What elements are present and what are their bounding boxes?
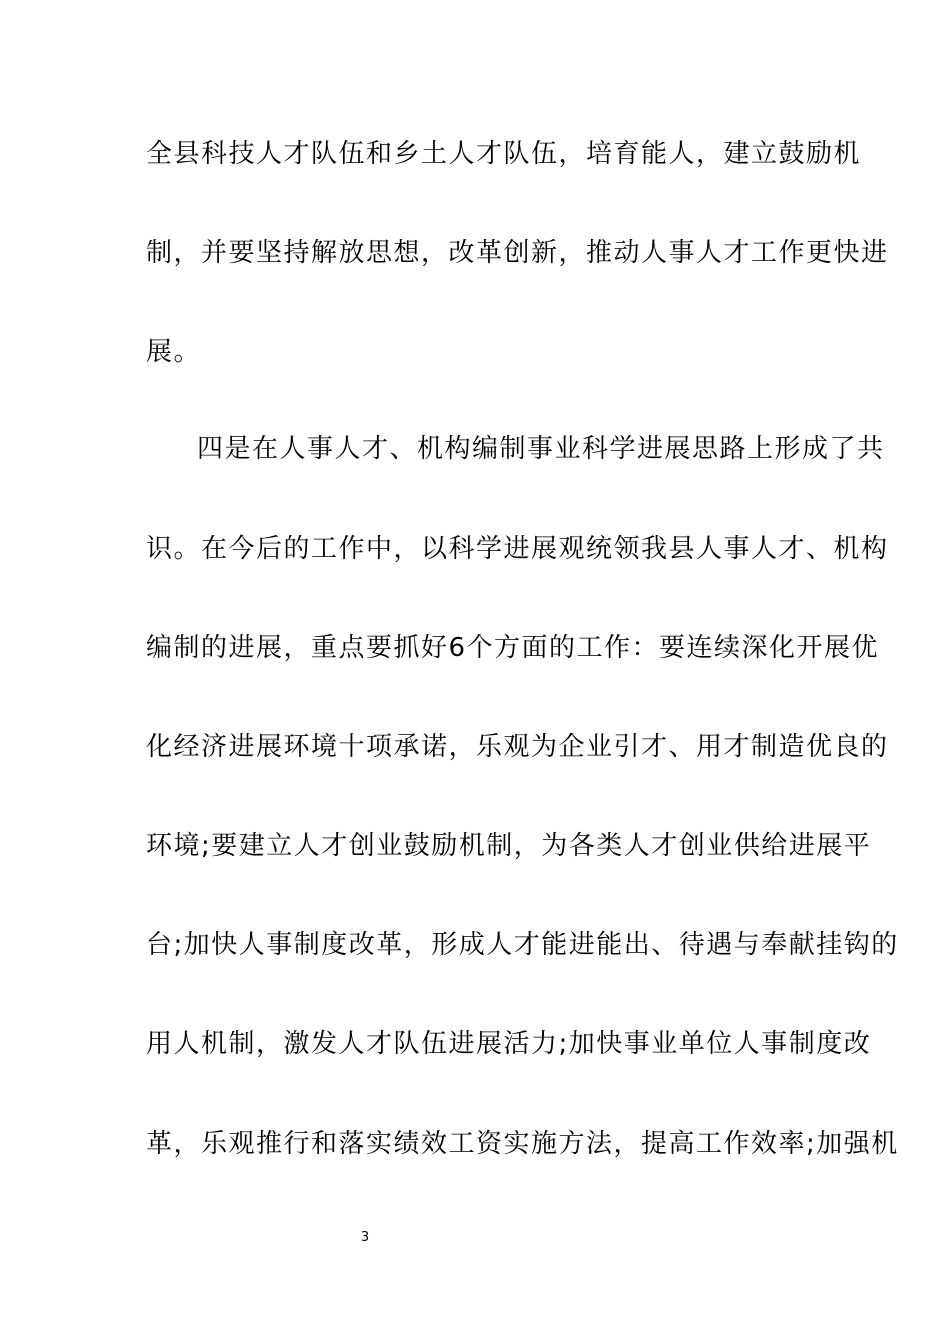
text-line: 化经济进展环境十项承诺，乐观为企业引才、用才制造优良的 bbox=[146, 732, 889, 762]
text-line: 用人机制，激发人才队伍进展活力;加快事业单位人事制度改 bbox=[146, 1029, 872, 1059]
text-line: 台;加快人事制度改革，形成人才能进能出、待遇与奉献挂钩的 bbox=[146, 930, 899, 960]
text-line: 革，乐观推行和落实绩效工资实施方法，提高工作效率;加强机 bbox=[146, 1129, 899, 1159]
page-number: 3 bbox=[360, 1230, 370, 1245]
text-line: 制，并要坚持解放思想，改革创新，推动人事人才工作更快进 bbox=[146, 238, 889, 268]
paragraph-first-line: 四是在人事人才、机构编制事业科学进展思路上形成了共 bbox=[197, 434, 885, 464]
text-line: 全县科技人才队伍和乡土人才队伍，培育能人，建立鼓励机 bbox=[146, 139, 862, 169]
text-line: 展。 bbox=[146, 337, 202, 367]
text-line: 编制的进展，重点要抓好6个方面的工作：要连续深化开展优 bbox=[146, 633, 880, 663]
text-line: 识。在今后的工作中，以科学进展观统领我县人事人才、机构 bbox=[146, 534, 889, 564]
text-line: 环境;要建立人才创业鼓励机制，为各类人才创业供给进展平 bbox=[146, 831, 872, 861]
